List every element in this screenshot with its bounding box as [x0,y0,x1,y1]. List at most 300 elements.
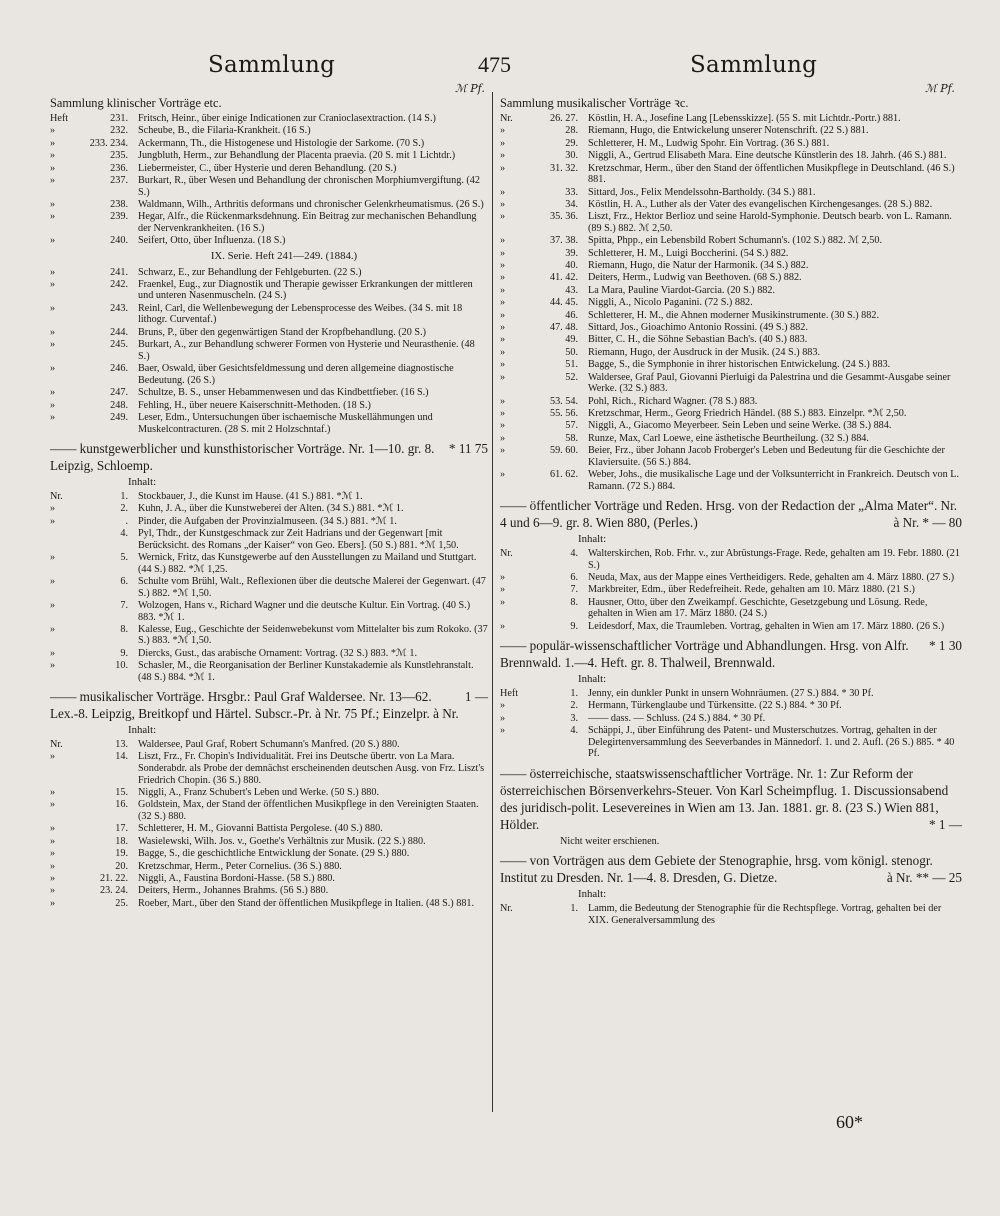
catalog-entry [500,584,962,596]
entry-text: Schultze, B. S., unser Hebammenwesen und das Kindbettfieber. (16 S.) [138,387,429,399]
entry-text: Bagge, S., die Symphonie in ihrer historischen Entwickelung. (24 S.) 883. [588,359,891,371]
section-price: 1 — [464,689,488,705]
entry-number: 7. [120,599,128,611]
entry-prefix: » [500,137,506,149]
entry-prefix: » [500,359,506,371]
entry-number: 13. [115,739,128,751]
catalog-entry [50,739,488,751]
catalog-entry [500,163,962,186]
entry-number: 16. [115,799,128,811]
entry-text: Jenny, ein dunkler Punkt in unsern Wohnräumen. (27 S.) 884. * 30 Pf. [588,687,874,699]
catalog-entry [50,235,488,247]
entry-text: Roeber, Mart., über den Stand der öffentlichen Musikpflege in Italien. (48 S.) 881. [138,897,475,909]
entry-prefix: » [50,751,56,763]
entry-number: 4. [570,547,578,559]
entry-number: 49. [565,334,578,346]
entry-number: 40. [565,260,578,272]
entry-prefix: » [500,420,506,432]
entry-list [50,739,488,909]
catalog-entry [50,199,488,211]
catalog-entry [50,576,488,599]
entry-number: 6. [120,575,128,587]
entry-number: 4. [120,527,128,539]
entry-prefix: » [500,297,506,309]
entry-text: Burkart, A., zur Behandlung schwerer Formen von Hysterie und Neurasthenie. (48 S.) [138,339,475,362]
catalog-entry [50,861,488,873]
entry-prefix: Heft [50,113,69,124]
entry-number: 1. [570,687,578,699]
entry-prefix: » [50,302,56,314]
catalog-entry [50,163,488,175]
entry-list [500,113,962,492]
entry-prefix: » [50,412,56,423]
entry-number: 34. [565,198,578,210]
catalog-entry [500,713,962,725]
entry-number: 243. [110,302,128,314]
entry-prefix: Nr. [500,903,513,914]
catalog-entry [500,125,962,137]
entry-text: Bagge, S., die geschichtliche Entwicklung der Sonate. (29 S.) 880. [138,848,410,860]
entry-text: Bitter, C. H., die Söhne Sebastian Bach's. (40 S.) 883. [588,334,808,346]
entry-number: 8. [570,596,578,608]
entry-text: Reinl, Carl, die Wellenbewegung der Lebensprocesse des Weibes. (34 S. mit 18 lithogr. Curventaf.) [138,302,463,326]
entry-text: Riemann, Hugo, der Ausdruck in der Musik. (24 S.) 883. [588,346,821,358]
catalog-entry [500,260,962,272]
entry-text: Niggli, A., Faustina Bordoni-Hasse. (58 S.) 880. [138,872,335,884]
entry-text: Waldersee, Graf Paul, Giovanni Pierluigi da Palestrina und die Gesammt-Ausgabe seiner Werke. (32 S.) 883. [588,371,951,395]
entry-text: Liszt, Frz., Fr. Chopin's Individualität. Frei ins Deutsche übertr. von La Mara. Sonderabdr. als Probe der demnächst erscheinenden deutschen Ausg. von Frz. Liszt's Friedrich Chopin. (36 S.) 880. [138,751,485,786]
entry-prefix: » [50,551,56,563]
entry-text: Weber, Johs., die musikalische Lage und der Volksunterricht in Frankreich. Deutsch von L. Ramann. (72 S.) 884. [588,469,959,492]
entry-prefix: » [500,322,506,334]
entry-number: 1. [120,490,128,502]
contents-label: Inhalt: [128,476,157,489]
entry-prefix: » [500,198,506,210]
entry-number: 17. [115,823,128,835]
entry-prefix: » [50,235,56,247]
entry-number: 61. 62. [549,469,578,481]
catalog-entry [50,873,488,885]
entry-text: Seifert, Otto, über Influenza. (18 S.) [138,235,286,247]
section-title: —— öffentlicher Vorträge und Reden. Hrsg. von der Redaction der „Alma Mater“. Nr. 4 und 6—9. gr. 8. Wien 880, (Perles.) à Nr. * — 80 [500,498,962,531]
catalog-entry [500,903,962,926]
entry-list [50,113,488,247]
section-price: à Nr. * — 80 [893,515,962,531]
entry-text: La Mara, Pauline Viardot-Garcia. (20 S.) 882. [588,284,776,296]
entry-prefix: » [50,860,56,872]
entry-prefix: » [50,787,56,799]
entry-text: Kalesse, Eug., Geschichte der Seidenwebekunst vom Mittelalter bis zum Rokoko. (37 S.) 883. *ℳ 1,50. [138,623,488,647]
entry-text: Kretzschmar, Herm., Georg Friedrich Händel. (88 S.) 883. Einzelpr. *ℳ 2,50. [588,407,907,419]
entry-number: 237. [110,174,128,186]
entry-number: 28. [565,125,578,137]
catalog-entry [500,334,962,346]
entry-prefix: » [500,712,506,724]
entry-prefix: » [50,363,56,375]
catalog-entry [500,322,962,334]
catalog-entry [500,700,962,712]
entry-prefix: » [500,162,506,174]
entry-number: 53. 54. [549,395,578,407]
contents-label: Inhalt: [128,724,157,737]
entry-list [500,688,962,760]
catalog-entry [50,848,488,860]
entry-text: Fritsch, Heinr., über einige Indicationen zur Cranioclasextraction. (14 S.) [138,113,436,124]
catalog-entry [50,516,488,528]
entry-number: 52. [565,371,578,383]
entry-number: 241. [110,266,128,278]
entry-number: 3. [570,712,578,724]
entry-prefix: Nr. [500,547,513,559]
entry-prefix: Nr. [50,739,63,751]
entry-text: Schäppi, J., über Einführung des Patent- und Musterschutzes. Vortrag, gehalten in der Delegirtenversammlung des Seeverbandes in Männedorf. 1. und 2. Aufl. (26 S.) 885. * 40 Pf. [588,725,955,760]
entry-prefix: » [50,515,56,527]
catalog-entry [50,138,488,150]
catalog-entry [500,347,962,359]
entry-prefix: » [500,334,506,346]
entry-text: Niggli, A., Gertrud Elisabeth Mara. Eine deutsche Künstlerin des 18. Jahrh. (46 S.) 881. [588,150,947,162]
entry-prefix: » [500,235,506,247]
catalog-entry [50,412,488,435]
entry-number: 5. [120,551,128,563]
entry-text: Beier, Frz., über Johann Jacob Froberger's Leben und Bedeutung für die Geschichte der Klaviersuite. (56 S.) 884. [588,445,945,468]
entry-text: Diercks, Gust., das arabische Ornament: Vortrag. (32 S.) 883. *ℳ 1. [138,647,418,659]
catalog-entry [500,359,962,371]
entry-number: 248. [110,399,128,411]
section-price: * 11 75 [448,441,488,457]
entry-text: Schletterer, H. M., Ludwig Spohr. Ein Vortrag. (36 S.) 881. [588,137,830,149]
entry-text: Spitta, Phpp., ein Lebensbild Robert Schumann's. (102 S.) 882. ℳ 2,50. [588,235,882,247]
catalog-entry [50,339,488,362]
contents-label: Inhalt: [578,888,607,901]
entry-number: 43. [565,284,578,296]
entry-prefix: » [50,339,56,351]
entry-number: 244. [110,326,128,338]
catalog-entry [500,310,962,322]
catalog-entry [500,572,962,584]
catalog-entry [50,885,488,897]
series-note: Nicht weiter erschienen. [560,835,660,847]
running-head-left: Sammlung [208,52,336,78]
catalog-entry [500,138,962,150]
signature-mark: 60* [836,1112,863,1132]
contents-label: Inhalt: [578,673,607,686]
entry-prefix: » [50,399,56,411]
entry-number: 35. 36. [549,211,578,223]
entry-number: 58. [565,432,578,444]
catalog-entry [500,548,962,571]
entry-prefix: » [500,247,506,259]
entry-text: Neuda, Max, aus der Mappe eines Vertheidigers. Rede, gehalten am 4. März 1880. (27 S.) [588,571,955,583]
entry-text: Stockbauer, J., die Kunst im Hause. (41 S.) 881. *ℳ 1. [138,490,363,502]
entry-number: 15. [115,787,128,799]
entry-text: Schletterer, H. M., Giovanni Battista Pergolese. (40 S.) 880. [138,823,383,835]
entry-text: Liebermeister, C., über Hysterie und deren Behandlung. (20 S.) [138,162,397,174]
entry-prefix: » [500,445,506,457]
entry-prefix: Heft [500,687,519,699]
entry-number: 233. 234. [89,137,128,149]
entry-prefix: » [50,326,56,338]
entry-prefix: » [500,700,506,712]
section-title: Sammlung klinischer Vorträge etc. [50,96,222,110]
catalog-entry [50,363,488,386]
entry-number: 37. 38. [549,235,578,247]
entry-prefix: » [50,150,56,162]
column-divider [492,92,493,1112]
catalog-entry [500,372,962,395]
entry-text: Scheube, B., die Filaria-Krankheit. (16 S.) [138,125,311,137]
entry-text: Bruns, P., über den gegenwärtigen Stand der Kropfbehandlung. (20 S.) [138,326,427,338]
entry-text: Deiters, Herm., Ludwig van Beethoven. (68 S.) 882. [588,272,802,284]
entry-number: 249. [110,412,128,423]
running-head-right: Sammlung [690,52,818,78]
entry-number: 240. [110,235,128,247]
entry-number: . [125,515,128,527]
entry-prefix: » [50,848,56,860]
catalog-entry [500,433,962,445]
entry-number: 25. [115,897,128,909]
catalog-entry [50,400,488,412]
entry-text: Hegar, Alfr., die Rückenmarksdehnung. Ein Beitrag zur mechanischen Behandlung der Nervenkrankheiten. (16 S.) [138,211,477,234]
catalog-entry [50,648,488,660]
entry-prefix: » [50,647,56,659]
entry-text: Schletterer, H. M., Luigi Boccherini. (54 S.) 882. [588,247,789,259]
entry-prefix: » [50,125,56,137]
section-title: 1 — —— musikalischer Vorträge. Hrsgbr.: Paul Graf Waldersee. Nr. 13—62. Lex.-8. Leipzig, Breitkopf und Härtel. Subscr.-Pr. à Nr. 75 Pf.; Einzelpr. à Nr. [50,689,488,722]
entry-prefix: » [50,278,56,290]
entry-prefix: » [50,575,56,587]
catalog-entry [50,787,488,799]
entry-list [500,903,962,926]
entry-number: 239. [110,211,128,223]
catalog-entry [50,211,488,234]
entry-number: 21. 22. [99,872,128,884]
entry-text: Pinder, die Aufgaben der Provinzialmuseen. (34 S.) 881. *ℳ 1. [138,515,397,527]
left-column [50,94,488,910]
entry-number: 19. [115,848,128,860]
entry-text: Waldmann, Wilh., Arthritis deformans und chronischer Gelenkrheumatismus. (26 S.) [138,198,484,210]
entry-prefix: » [500,125,506,137]
entry-prefix: » [500,346,506,358]
entry-prefix: » [50,799,56,811]
entry-number: 18. [115,835,128,847]
catalog-entry [50,660,488,683]
catalog-entry [50,125,488,137]
catalog-entry [500,396,962,408]
entry-prefix: » [500,309,506,321]
entry-number: 2. [570,700,578,712]
entry-text: Leidesdorf, Max, die Traumleben. Vortrag, gehalten in Wien am 17. März 1880. (26 S.) [588,620,945,632]
entry-prefix: » [50,823,56,835]
entry-text: Köstlin, H. A., Josefine Lang [Lebensskizze]. (55 S. mit Lichtdr.-Portr.) 881. [588,113,901,124]
entry-text: Liszt, Frz., Hektor Berlioz und seine Harold-Symphonie. Deutsch bearb. von L. Ramann. (89 S.) 882. ℳ 2,50. [588,211,952,234]
entry-text: Burkart, R., über Wesen und Behandlung der chronischen Morphiumvergiftung. (42 S.) [138,174,480,198]
catalog-entry [500,408,962,420]
entry-number: 4. [570,725,578,737]
section-title: * 1 30 —— populär-wissenschaftlicher Vorträge und Abhandlungen. Hrsg. von Alfr. Brennwald. 1.—4. Heft. gr. 8. Thalweil, Brennwald. [500,638,962,671]
price-column-label-left: ℳ Pf. [455,82,485,95]
entry-text: Niggli, A., Nicolo Paganini. (72 S.) 882. [588,297,753,309]
entry-number: 7. [570,584,578,596]
catalog-entry [50,327,488,339]
entry-text: Pohl, Rich., Richard Wagner. (78 S.) 883. [588,395,758,407]
entry-prefix: » [500,150,506,162]
entry-prefix: » [50,599,56,611]
catalog-entry [50,552,488,575]
entry-text: Sittard, Jos., Felix Mendelssohn-Bartholdy. (34 S.) 881. [588,186,816,198]
entry-text: Wolzogen, Hans v., Richard Wagner und die deutsche Kultur. Ein Vortrag. (40 S.) 883. *ℳ 1. [138,599,471,623]
catalog-entry [500,187,962,199]
catalog-entry [50,150,488,162]
entry-text: Niggli, A., Giacomo Meyerbeer. Sein Leben und seine Werke. (38 S.) 884. [588,420,892,432]
entry-text: Baer, Oswald, über Gesichtsfeldmessung und deren allgemeine diagnostische Bedeutung. (26 S.) [138,363,454,386]
entry-text: Walterskirchen, Rob. Frhr. v., zur Abrüstungs-Frage. Rede, gehalten am 19. Febr. 1880. (21 S.) [588,547,960,571]
page-number: 475 [478,52,511,77]
entry-prefix: Nr. [500,113,513,124]
catalog-entry [500,272,962,284]
entry-number: 31. 32. [549,162,578,174]
entry-prefix: » [50,660,56,672]
entry-number: 44. 45. [549,297,578,309]
catalog-entry [50,113,488,125]
catalog-entry [500,150,962,162]
series-heading: IX. Serie. Heft 241—249. (1884.) [210,249,358,262]
entry-prefix: » [50,897,56,909]
entry-number: 231. [110,113,128,124]
catalog-entry [500,420,962,432]
catalog-entry [50,491,488,503]
entry-text: Fehling, H., über neuere Kaiserschnitt-Methoden. (18 S.) [138,399,371,411]
entry-number: 59. 60. [549,445,578,457]
catalog-entry [500,113,962,125]
entry-number: 245. [110,339,128,351]
entry-prefix: » [50,835,56,847]
entry-number: 55. 56. [549,407,578,419]
catalog-entry [500,621,962,633]
entry-number: 39. [565,247,578,259]
entry-list [500,548,962,632]
entry-prefix: » [500,272,506,284]
entry-number: 47. 48. [549,322,578,334]
price-column-label-right: ℳ Pf. [925,82,955,95]
entry-text: Riemann, Hugo, die Entwickelung unserer Notenschrift. (22 S.) 881. [588,125,869,137]
catalog-entry [50,267,488,279]
entry-prefix: » [500,596,506,608]
catalog-entry [50,799,488,822]
entry-list [50,267,488,436]
entry-text: Schasler, M., die Reorganisation der Berliner Kunstakademie als Kunstlehranstalt. (48 S.) 884. *ℳ 1. [138,660,474,683]
entry-number: 1. [570,903,578,914]
entry-number: 9. [120,647,128,659]
catalog-entry [500,445,962,468]
entry-number: 41. 42. [549,272,578,284]
entry-prefix: » [50,885,56,897]
entry-text: Leser, Edm., Untersuchungen über ischaemische Muskellähmungen und Muskelcontracturen. (28 S. mit 2 Holzschntaf.) [138,412,433,435]
entry-prefix: Nr. [50,490,63,502]
catalog-entry [50,836,488,848]
entry-number: 242. [110,278,128,290]
catalog-entry [50,387,488,399]
entry-text: Wernick, Fritz, das Kunstgewerbe auf den Ausstellungen zu Mailand und Stuttgart. (44 S.) 882. *ℳ 1,25. [138,551,477,575]
entry-prefix: » [50,623,56,635]
entry-prefix: » [500,725,506,737]
catalog-entry [500,248,962,260]
entry-text: Runze, Max, Carl Loewe, eine ästhetische Beurtheilung. (32 S.) 884. [588,432,869,444]
entry-number: 46. [565,309,578,321]
catalog-entry [50,898,488,910]
entry-text: Waldersee, Paul Graf, Robert Schumann's Manfred. (20 S.) 880. [138,739,400,751]
catalog-entry [500,725,962,760]
entry-prefix: » [500,620,506,632]
entry-text: Schwarz, E., zur Behandlung der Fehlgeburten. (22 S.) [138,266,362,278]
entry-prefix: » [50,872,56,884]
entry-prefix: » [500,584,506,596]
entry-prefix: » [50,137,56,149]
entry-number: 33. [565,186,578,198]
entry-number: 6. [570,571,578,583]
entry-text: Markbreiter, Edm., über Redefreiheit. Rede, gehalten am 10. März 1880. (21 S.) [588,584,915,596]
catalog-entry [50,175,488,198]
entry-text: Kretzschmar, Herm., über den Stand der öffentlichen Musikpflege in Deutschland. (46 S.) 881. [588,162,955,186]
catalog-entry [500,199,962,211]
entry-number: 238. [110,198,128,210]
catalog-entry [50,528,488,551]
catalog-entry [500,211,962,234]
entry-text: Schletterer, H. M., die Ahnen moderner Musikinstrumente. (30 S.) 882. [588,309,880,321]
entry-prefix: » [50,387,56,399]
catalog-entry [500,285,962,297]
entry-number: 232. [110,125,128,137]
entry-prefix: » [500,571,506,583]
entry-number: 2. [120,503,128,515]
entry-text: —— dass. — Schluss. (24 S.) 884. * 30 Pf. [588,712,766,724]
section-title: Sammlung musikalischer Vorträge ꝛc. [500,96,689,110]
entry-prefix: » [50,162,56,174]
catalog-entry [500,688,962,700]
entry-prefix: » [50,174,56,186]
entry-prefix: » [500,186,506,198]
catalog-entry [50,624,488,647]
right-column [500,94,962,927]
entry-number: 246. [110,363,128,375]
entry-prefix: » [500,432,506,444]
entry-number: 247. [110,387,128,399]
entry-number: 51. [565,359,578,371]
entry-number: 10. [115,660,128,672]
section-price: * 1 30 [929,638,962,654]
section-title: —— von Vorträgen aus dem Gebiete der Stenographie, hrsg. vom königl. stenogr. Institut zu Dresden. Nr. 1—4. 8. Dresden, G. Dietze. à Nr. ** — 25 [500,853,962,886]
entry-text: Sittard, Jos., Gioachimo Antonio Rossini. (49 S.) 882. [588,322,808,334]
entry-text: Goldstein, Max, der Stand der öffentlichen Musikpflege in den Vereinigten Staaten. (32 S.) 880. [138,799,479,822]
entry-text: Lamm, die Bedeutung der Stenographie für die Rechtspflege. Vortrag, gehalten bei der XIX. Generalversammlung des [588,903,942,926]
entry-number: 14. [115,751,128,763]
entry-list [50,491,488,684]
entry-text: Hausner, Otto, über den Zweikampf. Geschichte, Gesetzgebung und Lösung. Rede, gehalten in Wien am 17. März 1880. (24 S.) [588,596,928,620]
contents-label: Inhalt: [578,533,607,546]
entry-prefix: » [50,266,56,278]
entry-prefix: » [500,211,506,223]
entry-prefix: » [50,211,56,223]
entry-number: 29. [565,137,578,149]
entry-text: Niggli, A., Franz Schubert's Leben und Werke. (50 S.) 880. [138,787,380,799]
entry-text: Köstlin, H. A., Luther als der Vater des evangelischen Kirchengesanges. (28 S.) 882. [588,198,933,210]
entry-prefix: » [500,371,506,383]
entry-prefix: » [50,198,56,210]
entry-number: 50. [565,346,578,358]
entry-number: 57. [565,420,578,432]
entry-text: Hermann, Türkenglaube und Türkensitte. (22 S.) 884. * 30 Pf. [588,700,842,712]
entry-text: Riemann, Hugo, die Natur der Harmonik. (34 S.) 882. [588,260,809,272]
